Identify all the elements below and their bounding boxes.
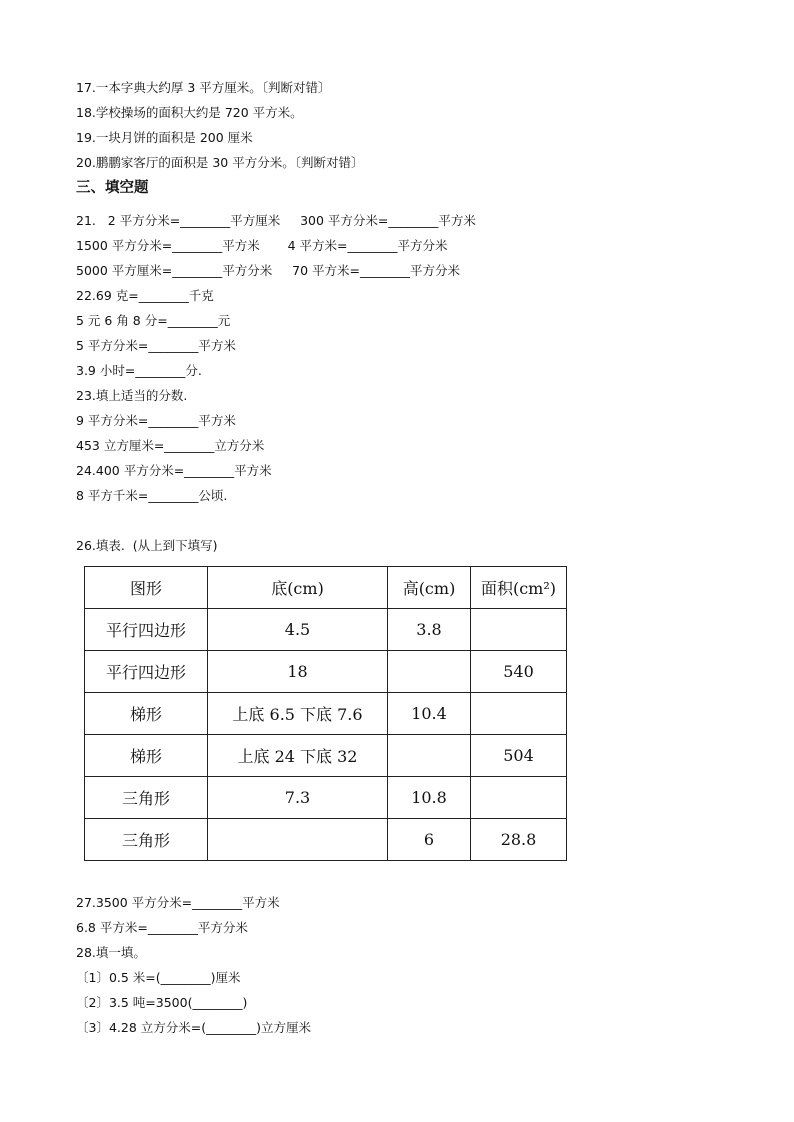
question-23-line-1: 9 平方分米=________平方米 <box>76 413 236 428</box>
table-cell: 10.4 <box>388 693 471 735</box>
question-28-part-2: 〔2〕3.5 吨=3500(________) <box>76 995 248 1010</box>
table-row <box>85 693 567 735</box>
table-cell <box>388 735 471 777</box>
question-27-line-2: 6.8 平方米=________平方分米 <box>76 920 248 935</box>
table-cell: 540 <box>471 651 567 693</box>
table-cell: 梯形 <box>85 735 208 777</box>
table-cell: 504 <box>471 735 567 777</box>
table-cell <box>388 651 471 693</box>
question-28-part-3: 〔3〕4.28 立方分米=(________)立方厘米 <box>76 1020 311 1035</box>
table-cell: 4.5 <box>208 609 388 651</box>
table-cell <box>471 693 567 735</box>
question-28: 28.填一填。 <box>76 945 146 960</box>
table-cell: 平行四边形 <box>85 651 208 693</box>
table-cell <box>208 819 388 861</box>
question-21-line-3: 5000 平方厘米=________平方分米 70 平方米=________平方分米 <box>76 263 460 278</box>
table-row <box>85 777 567 819</box>
table-header-cell: 图形 <box>85 567 208 609</box>
question-21-line-2: 1500 平方分米=________平方米 4 平方米=________平方分米 <box>76 238 448 253</box>
question-22-line-4: 3.9 小时=________分. <box>76 363 202 378</box>
fill-table <box>84 566 567 861</box>
question-24-line-2: 8 平方千米=________公顷. <box>76 488 228 503</box>
section-heading: 三、填空题 <box>76 180 149 196</box>
table-cell <box>471 777 567 819</box>
question-18: 18.学校操场的面积大约是 720 平方米。 <box>76 105 303 120</box>
table-row <box>85 819 567 861</box>
question-22-line-3: 5 平方分米=________平方米 <box>76 338 236 353</box>
question-23-line-2: 453 立方厘米=________立方分米 <box>76 438 265 453</box>
question-21-line-1: 21. 2 平方分米=________平方厘米 300 平方分米=________平方米 <box>76 213 476 228</box>
question-24-line-1: 24.400 平方分米=________平方米 <box>76 463 272 478</box>
question-23: 23.填上适当的分数. <box>76 388 188 403</box>
question-22-line-1: 22.69 克=________千克 <box>76 288 214 303</box>
question-26: 26.填表. (从上到下填写) <box>76 538 218 553</box>
question-22-line-2: 5 元 6 角 8 分=________元 <box>76 313 231 328</box>
table-cell: 3.8 <box>388 609 471 651</box>
table-cell: 梯形 <box>85 693 208 735</box>
question-17: 17.一本字典大约厚 3 平方厘米。〔判断对错〕 <box>76 80 331 95</box>
table-cell <box>471 609 567 651</box>
question-19: 19.一块月饼的面积是 200 厘米 <box>76 130 253 145</box>
table-header-cell: 高(cm) <box>388 567 471 609</box>
table-header-row <box>85 567 567 609</box>
table-cell: 上底 24 下底 32 <box>208 735 388 777</box>
table-cell: 三角形 <box>85 819 208 861</box>
table-row <box>85 651 567 693</box>
table-cell: 三角形 <box>85 777 208 819</box>
table-cell: 28.8 <box>471 819 567 861</box>
question-20: 20.鹏鹏家客厅的面积是 30 平方分米。〔判断对错〕 <box>76 155 364 170</box>
table-row <box>85 735 567 777</box>
table-cell: 上底 6.5 下底 7.6 <box>208 693 388 735</box>
table-cell: 10.8 <box>388 777 471 819</box>
table-cell: 6 <box>388 819 471 861</box>
question-27-line-1: 27.3500 平方分米=________平方米 <box>76 895 280 910</box>
table-header-cell: 底(cm) <box>208 567 388 609</box>
table-cell: 平行四边形 <box>85 609 208 651</box>
table-cell: 18 <box>208 651 388 693</box>
question-28-part-1: 〔1〕0.5 米=(________)厘米 <box>76 970 241 985</box>
table-header-cell: 面积(cm²) <box>471 567 567 609</box>
table-row <box>85 609 567 651</box>
table-cell: 7.3 <box>208 777 388 819</box>
